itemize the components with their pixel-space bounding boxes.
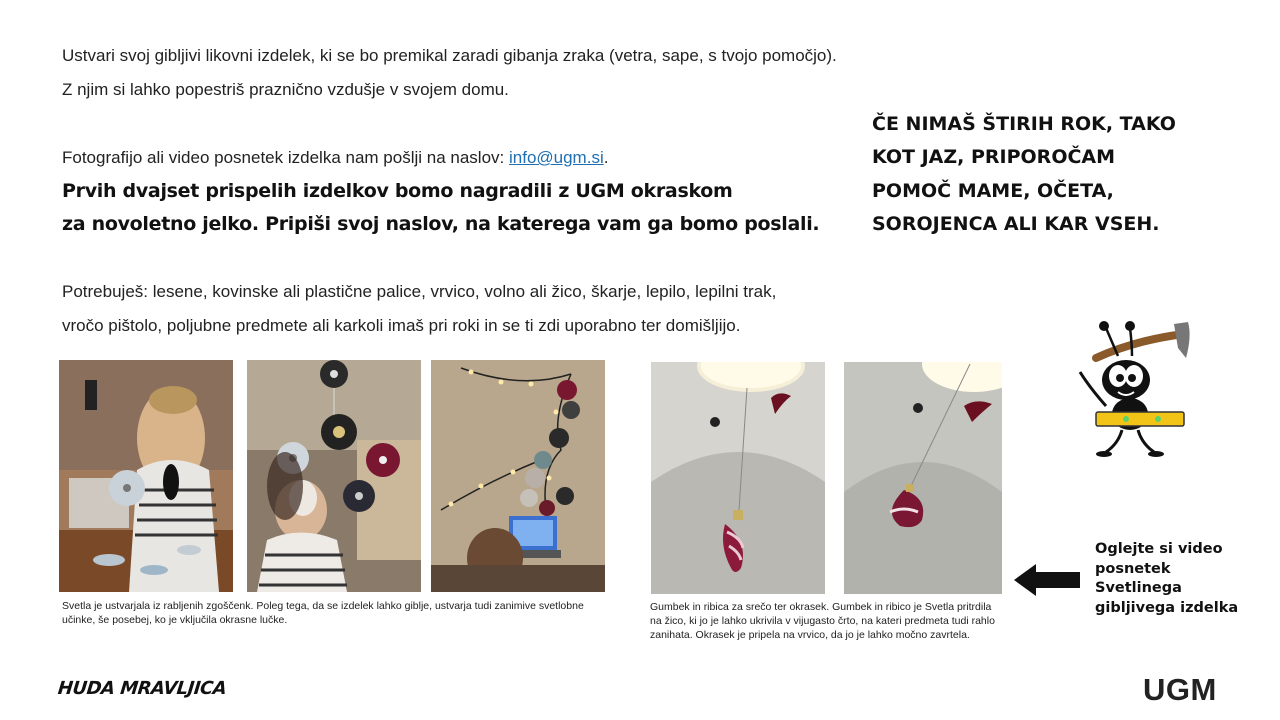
intro-line-1: Ustvari svoj gibljivi likovni izdelek, ki se bo premikal zaradi gibanja zraka (vetra, sape, s tvojo pomočjo). <box>62 46 837 65</box>
callout-line-1: ČE NIMAŠ ŠTIRIH ROK, TAKO <box>872 113 1176 135</box>
materials-line-1: Potrebuješ: lesene, kovinske ali plastične palice, vrvico, volno ali žico, škarje, lepilo, lepilni trak, <box>62 282 777 301</box>
video-note-line-4: gibljivega izdelka <box>1095 599 1239 616</box>
photo-ornament-2 <box>844 362 1002 594</box>
photo-girl-with-cd <box>59 360 233 592</box>
ugm-logo: UGM <box>1143 672 1217 707</box>
video-note[interactable] <box>1095 540 1270 618</box>
photo-lights-wall <box>431 360 605 592</box>
ant-mascot-illustration <box>1066 318 1196 458</box>
email-link[interactable]: info@ugm.si <box>508 148 604 167</box>
send-line <box>62 148 608 168</box>
video-note-line-1: Oglejte si video <box>1095 541 1223 557</box>
send-suffix: . <box>603 148 609 167</box>
caption-right: Gumbek in ribica za srečo ter okrasek. Gumbek in ribico je Svetla pritrdila na žico, ki jo je lahko ukrivila v vijugasto črto, na kateri predmeta tudi rahlo zanihata. Okrasek je pripela na vrvico, da jo je lahko močno zavrtela. <box>650 601 995 641</box>
prize-line-2: za novoletno jelko. Pripiši svoj naslov, na katerega vam ga bomo poslali. <box>62 213 820 235</box>
materials-line-2: vročo pištolo, poljubne predmete ali karkoli imaš pri roki in se ti zdi uporabno ter domišljijo. <box>62 316 741 335</box>
video-note-line-2: posnetek <box>1095 560 1171 577</box>
callout-line-2: KOT JAZ, PRIPOROČAM <box>872 146 1116 168</box>
caption-left: Svetla je ustvarjala iz rabljenih zgoščenk. Poleg tega, da se izdelek lahko giblje, ustvarja tudi zanimive svetlobne učinke, še posebej, ko je vključila okrasne lučke. <box>62 600 584 626</box>
video-note-line-3: Svetlinega <box>1095 580 1182 596</box>
callout-line-3: POMOČ MAME, OČETA, <box>872 180 1114 202</box>
photo-cd-mobile <box>247 360 421 592</box>
photo-ornament-1 <box>651 362 825 594</box>
callout-line-4: SOROJENCA ALI KAR VSEH. <box>872 213 1160 235</box>
prize-line-1: Prvih dvajset prispelih izdelkov bomo nagradili z UGM okraskom <box>62 180 733 202</box>
huda-mravljica-logo: HUDA MRAVLJICA <box>56 678 228 699</box>
arrow-left-icon <box>1014 564 1080 596</box>
send-prefix: Fotografijo ali video posnetek izdelka nam pošlji na naslov: <box>62 148 509 167</box>
intro-line-2: Z njim si lahko popestriš praznično vzdušje v svojem domu. <box>62 80 509 99</box>
